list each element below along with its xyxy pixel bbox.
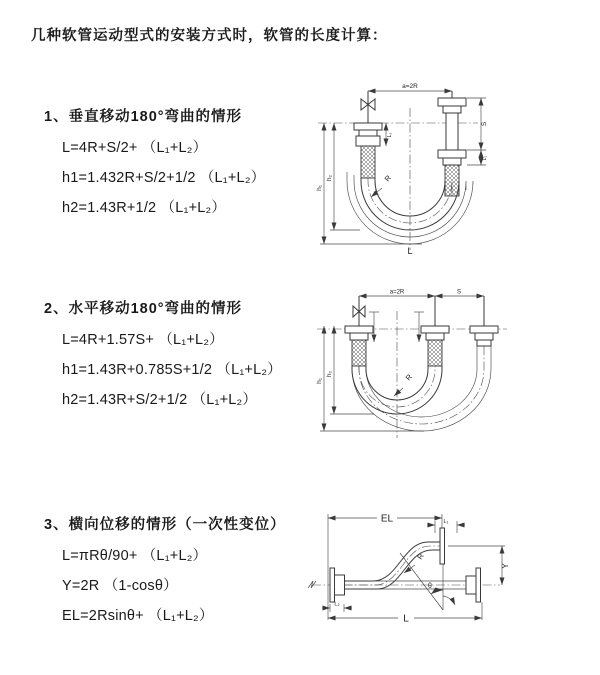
section3-formula-l: L=πRθ/90+ （L₁+L₂） bbox=[62, 548, 208, 564]
flange-plate bbox=[440, 528, 445, 564]
section2-formula-h2: h2=1.43R+S/2+1/2 （L₁+L₂） bbox=[62, 392, 258, 408]
section2-formula-h1: h1=1.43R+0.785S+1/2 （L₁+L₂） bbox=[62, 362, 282, 378]
dim-label-l1: L₁ bbox=[443, 519, 449, 525]
hose-outline bbox=[366, 344, 477, 417]
section1-formula-h1: h1=1.432R+S/2+1/2 （L₁+L₂） bbox=[62, 170, 266, 186]
hose-centerline bbox=[359, 344, 484, 424]
dim-label-el: EL bbox=[380, 513, 394, 525]
braided-hose-end bbox=[361, 146, 375, 178]
flange-neck bbox=[359, 130, 377, 136]
radius-label: R bbox=[382, 173, 394, 184]
dim-label-l2: L₂ bbox=[387, 132, 393, 138]
flange-neck bbox=[475, 333, 493, 340]
hose-outline bbox=[344, 542, 440, 581]
flange-plate bbox=[330, 568, 335, 602]
pipe-break-mark bbox=[308, 581, 316, 588]
hose-outline bbox=[344, 550, 440, 589]
dim-label-y: Y bbox=[501, 563, 510, 569]
dim-label-h1: h₁ bbox=[316, 378, 323, 384]
flange bbox=[421, 326, 449, 333]
section1-formula-h2: h2=1.43R+1/2 （L₁+L₂） bbox=[62, 200, 227, 216]
flange-neck bbox=[350, 333, 368, 340]
radius-label: R bbox=[403, 372, 415, 383]
braided-hose-end bbox=[445, 165, 459, 196]
flange-hub bbox=[335, 575, 345, 595]
fitting-block bbox=[356, 136, 380, 146]
dim-label-h2: h₂ bbox=[326, 370, 333, 378]
pipe-body bbox=[446, 113, 458, 150]
section3-formula-y: Y=2R （1-cosθ） bbox=[62, 578, 178, 594]
dim-label-h2: h₂ bbox=[326, 174, 333, 182]
flange bbox=[345, 326, 373, 333]
flange bbox=[354, 123, 382, 130]
dim-label-h1: h₁ bbox=[316, 185, 323, 191]
radius-leader-arrow bbox=[394, 388, 403, 396]
flange-neck bbox=[443, 158, 461, 165]
vertical-180-bend-diagram bbox=[310, 78, 600, 258]
dim-label-l2: L₂ bbox=[334, 601, 340, 608]
dim-label-span: a=2R bbox=[389, 289, 405, 296]
radius-leader-arrow bbox=[371, 188, 382, 197]
dim-label-l1: L₁ bbox=[482, 155, 488, 161]
dim-label-s: S bbox=[456, 289, 462, 296]
rotation-arrow-arc bbox=[443, 596, 455, 605]
flange-hub bbox=[466, 576, 476, 594]
dim-label-span: a=2R bbox=[402, 83, 418, 90]
section1-heading: 1、垂直移动180°弯曲的情形 bbox=[44, 109, 243, 125]
section3-formula-el: EL=2Rsinθ+ （L₁+L₂） bbox=[62, 608, 214, 624]
length-label: L bbox=[407, 246, 413, 256]
pipe-body bbox=[477, 340, 491, 346]
section2-formula-l: L=4R+1.57S+ （L₁+L₂） bbox=[62, 332, 224, 348]
radius-leader-arrow bbox=[404, 565, 415, 573]
dim-label-s: S bbox=[481, 121, 488, 127]
section3-heading: 3、横向位移的情形（一次性变位） bbox=[44, 517, 286, 533]
horizontal-180-bend-diagram bbox=[312, 286, 600, 446]
theta-label: θ bbox=[428, 583, 432, 590]
braided-hose-end bbox=[352, 340, 366, 366]
theta-angle-arc bbox=[431, 590, 443, 594]
flange bbox=[438, 150, 466, 158]
flange bbox=[470, 326, 498, 333]
flange-plate bbox=[476, 568, 481, 602]
section2-heading: 2、水平移动180°弯曲的情形 bbox=[44, 301, 243, 317]
braided-hose-end bbox=[428, 340, 442, 366]
page-title: 几种软管运动型式的安装方式时，软管的长度计算： bbox=[31, 28, 388, 44]
hose-centerline bbox=[344, 546, 440, 585]
dim-label-l: L bbox=[403, 613, 409, 625]
flange-neck bbox=[426, 333, 444, 340]
flange bbox=[438, 98, 466, 106]
lateral-displacement-diagram bbox=[300, 498, 600, 638]
radius-label: R bbox=[415, 551, 426, 562]
section1-formula-l: L=4R+S/2+ （L₁+L₂） bbox=[62, 140, 208, 156]
flange-neck bbox=[443, 106, 461, 113]
